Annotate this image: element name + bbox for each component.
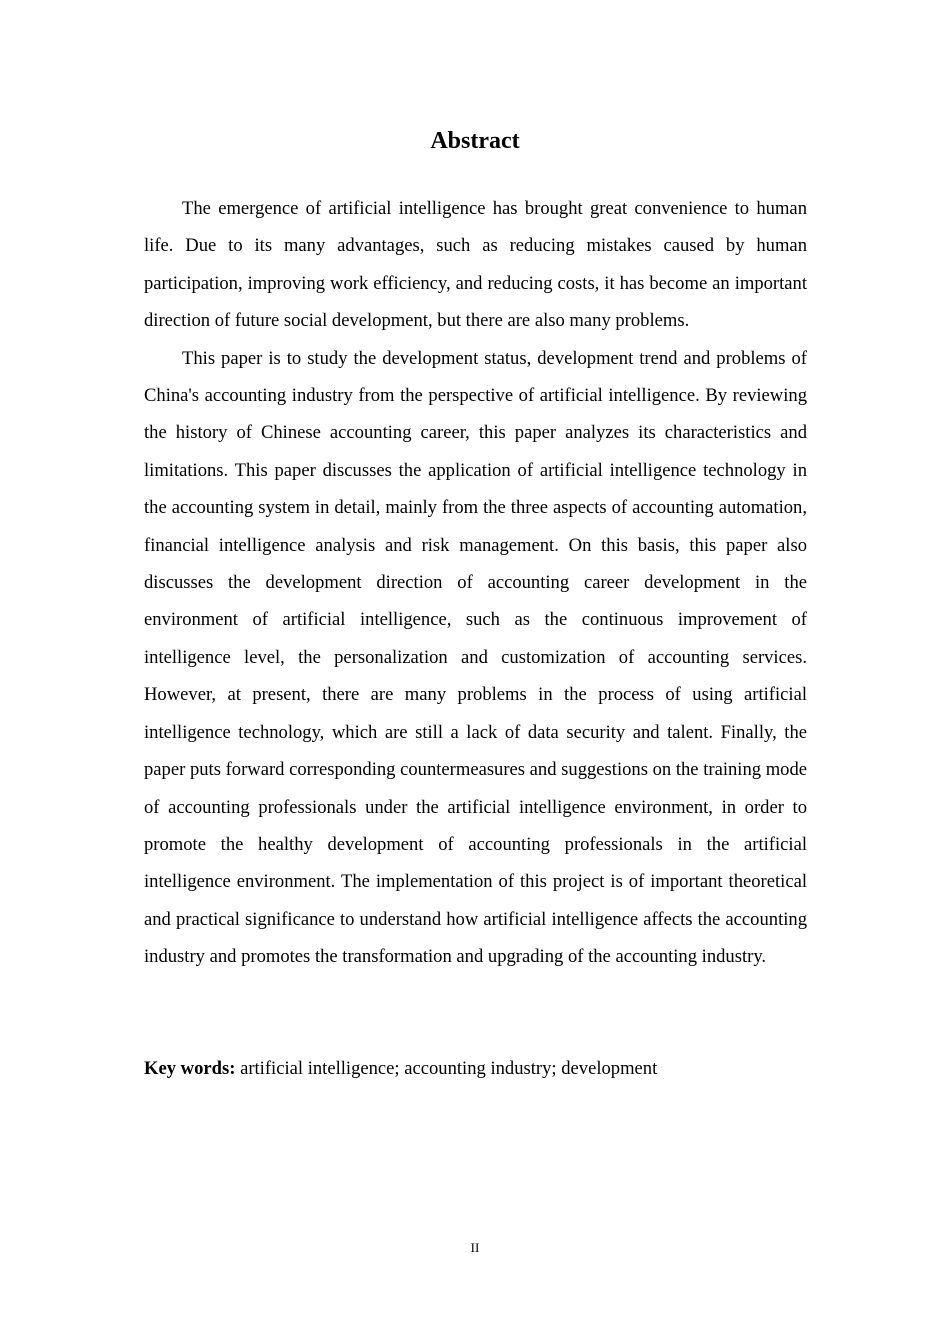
keywords-label: Key words: — [144, 1058, 236, 1079]
keywords-text: artificial intelligence; accounting industry; development — [235, 1058, 658, 1079]
page-number: II — [470, 1240, 480, 1255]
keywords-line — [144, 1050, 807, 1087]
abstract-title: Abstract — [430, 128, 520, 154]
abstract-body — [144, 190, 807, 976]
abstract-paragraph-2: This paper is to study the development status, development trend and problems of China's accounting industry from the perspective of artificial intelligence. By reviewing the history of Chinese accounting career, this paper analyzes its characteristics and limitations. This paper discusses the application of artificial intelligence technology in the accounting system in detail, mainly from the three aspects of accounting automation, financial intelligence analysis and risk management. On this basis, this paper also discusses the development direction of accounting career development in the environment of artificial intelligence, such as the continuous improvement of intelligence level, the personalization and customization of accounting services. However, at present, there are many problems in the process of using artificial intelligence technology, which are still a lack of data security and talent. Finally, the paper puts forward corresponding countermeasures and suggestions on the training mode of accounting professionals under the artificial intelligence environment, in order to promote the healthy development of accounting professionals in the artificial intelligence environment. The implementation of this project is of important theoretical and practical significance to understand how artificial intelligence affects the accounting industry and promotes the transformation and upgrading of the accounting industry. — [144, 347, 808, 968]
abstract-paragraph-1: The emergence of artificial intelligence has brought great convenience to human life. Due to its many advantages, such as reducing mistakes caused by human participation, improving work efficiency, and reducing costs, it has become an important direction of future social development, but there are also many problems. — [144, 198, 807, 332]
